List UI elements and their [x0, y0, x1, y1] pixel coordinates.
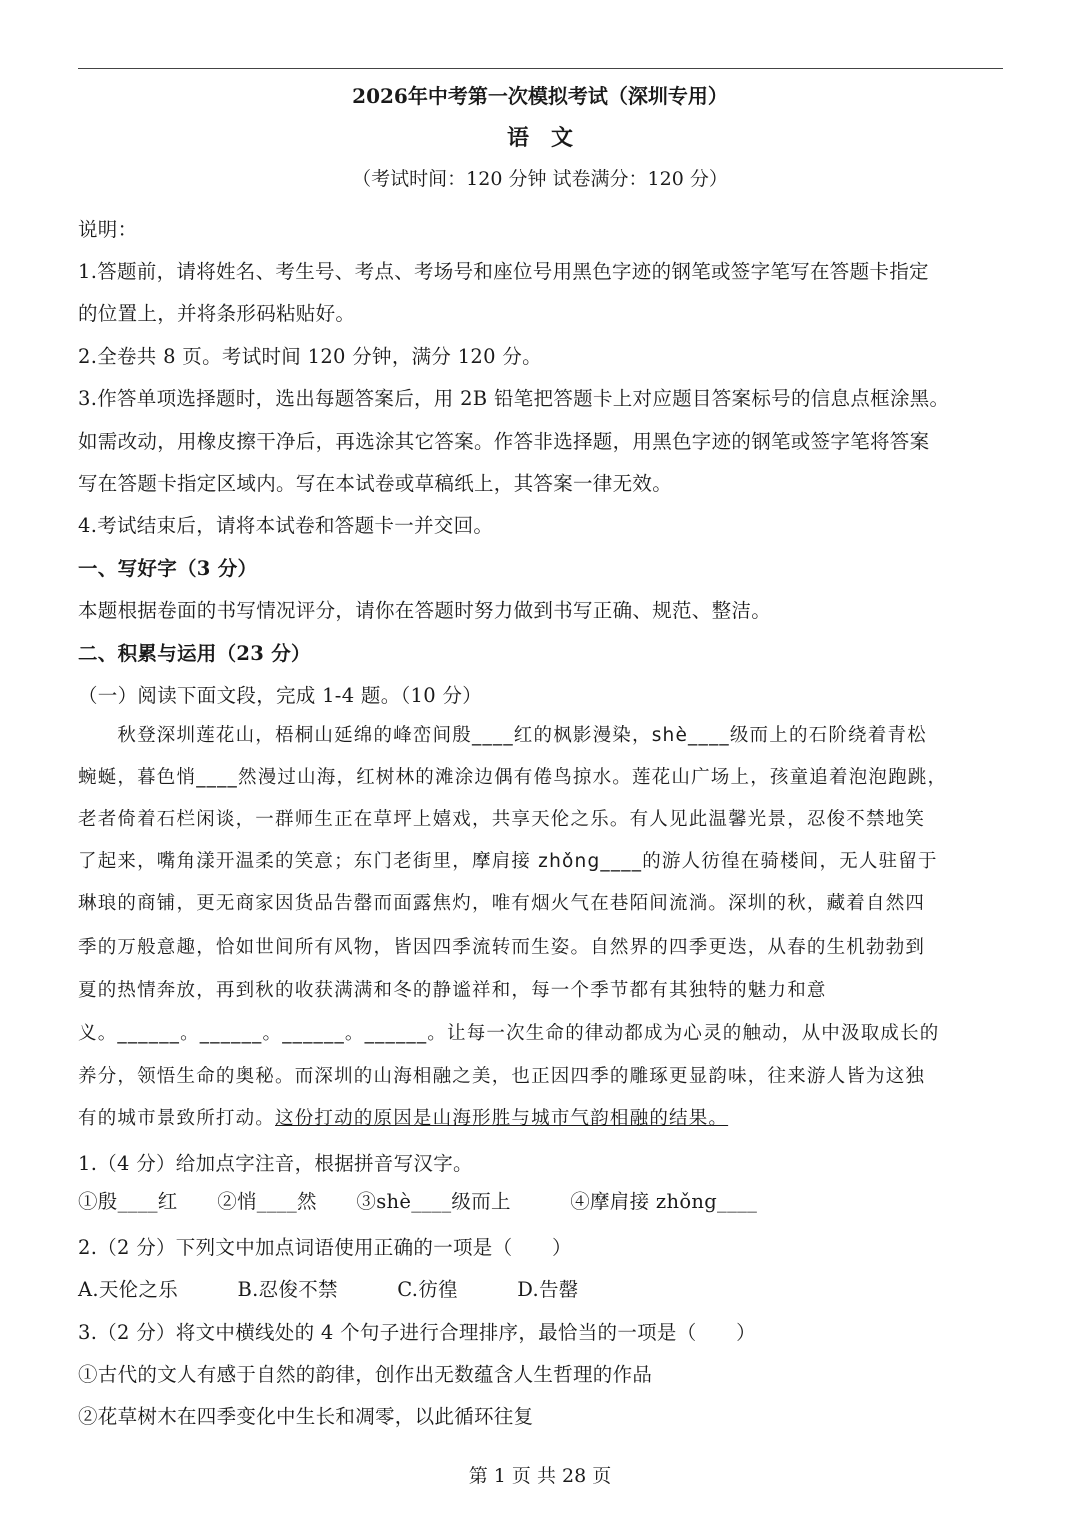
- passage-line: 季的万般意趣，恰如世间所有风物，皆因四季流转而生姿。自然界的四季更迭，从春的生机勃勃到: [78, 937, 926, 958]
- section-heading: 二、积累与运用（23 分）: [78, 642, 311, 665]
- exam-info: （考试时间：120 分钟 试卷满分：120 分）: [352, 168, 728, 190]
- instruction-line: 4.考试结束后，请将本试卷和答题卡一并交回。: [78, 514, 494, 537]
- exam-title: 2026年中考第一次模拟考试（深圳专用）: [352, 84, 728, 108]
- instruction-line: 如需改动，用橡皮擦干净后，再选涂其它答案。作答非选择题，用黑色字迹的钢笔或签字笔将答案: [78, 430, 930, 453]
- question-3-sentence: ①古代的文人有感于自然的韵律，创作出无数蕴含人生哲理的作品: [78, 1363, 653, 1386]
- passage-line: 琳琅的商铺，更无商家因货品告罄而面露焦灼，唯有烟火气在巷陌间流淌。深圳的秋，藏着自然四: [78, 893, 926, 914]
- passage-line: 老者倚着石栏闲谈，一群师生正在草坪上嬉戏，共享天伦之乐。有人见此温馨光景，忍俊不禁地笑: [78, 809, 926, 830]
- passage-line: 了起来，嘴角漾开温柔的笑意；东门老街里，摩肩接 zhǒng____的游人彷徨在骑楼间，无人驻留于: [78, 851, 938, 872]
- underlined-sentence: 这份打动的原因是山海形胜与城市气韵相融的结果。: [275, 1108, 729, 1129]
- question-3: 3.（2 分）将文中横线处的 4 个句子进行合理排序，最恰当的一项是（ ）: [78, 1321, 756, 1344]
- instructions-heading: 说明：: [78, 218, 138, 241]
- question-1-items: ①殷____红 ②悄____然 ③shè____级而上 ④摩肩接 zhǒng____: [78, 1190, 758, 1213]
- question-1: 1.（4 分）给加点字注音，根据拼音写汉字。: [78, 1152, 473, 1175]
- instruction-line: 的位置上，并将条形码粘贴好。: [78, 302, 356, 325]
- instruction-line: 1.答题前，请将姓名、考生号、考点、考场号和座位号用黑色字迹的钢笔或签字笔写在答题卡指定: [78, 260, 929, 283]
- question-3-sentence: ②花草树木在四季变化中生长和凋零，以此循环往复: [78, 1405, 534, 1428]
- question-2-options: A.天伦之乐 B.忍俊不禁 C.彷徨 D.告罄: [78, 1278, 579, 1301]
- instruction-line: 3.作答单项选择题时，选出每题答案后，用 2B 铅笔把答题卡上对应题目答案标号的信息点框涂黑。: [78, 387, 950, 410]
- passage-line: 秋登深圳莲花山，梧桐山延绵的峰峦间殷____红的枫影漫染，shè____级而上的石阶绕着青松: [78, 725, 927, 746]
- passage-text: 有的城市景致所打动。: [78, 1108, 276, 1129]
- passage-line: 养分，领悟生命的奥秘。而深圳的山海相融之美，也正因四季的雕琢更显韵味，往来游人皆为这独: [78, 1066, 926, 1087]
- section-heading: 一、写好字（3 分）: [78, 557, 258, 580]
- top-rule: [78, 68, 1003, 69]
- passage-line: 夏的热情奔放，再到秋的收获满满和冬的静谧祥和，每一个季节都有其独特的魅力和意: [78, 980, 827, 1001]
- instruction-line: 2.全卷共 8 页。考试时间 120 分钟，满分 120 分。: [78, 345, 542, 368]
- page-number: 第 1 页 共 28 页: [468, 1465, 612, 1487]
- instruction-line: 写在答题卡指定区域内。写在本试卷或草稿纸上，其答案一律无效。: [78, 472, 673, 495]
- subsection-heading: （一）阅读下面文段，完成 1-4 题。（10 分）: [78, 684, 483, 707]
- section-text: 本题根据卷面的书写情况评分，请你在答题时努力做到书写正确、规范、整洁。: [78, 599, 772, 622]
- passage-line: [78, 1104, 1008, 1130]
- passage-line: 蜿蜒，暮色悄____然漫过山海，红树林的滩涂边偶有倦鸟掠水。莲花山广场上，孩童追着泡泡跑跳，: [78, 767, 948, 788]
- passage-line: 义。______。______。______。______。让每一次生命的律动都成为心灵的触动，从中汲取成长的: [78, 1023, 940, 1044]
- question-2: 2.（2 分）下列文中加点词语使用正确的一项是（ ）: [78, 1236, 572, 1259]
- subject-title: 语 文: [506, 125, 573, 151]
